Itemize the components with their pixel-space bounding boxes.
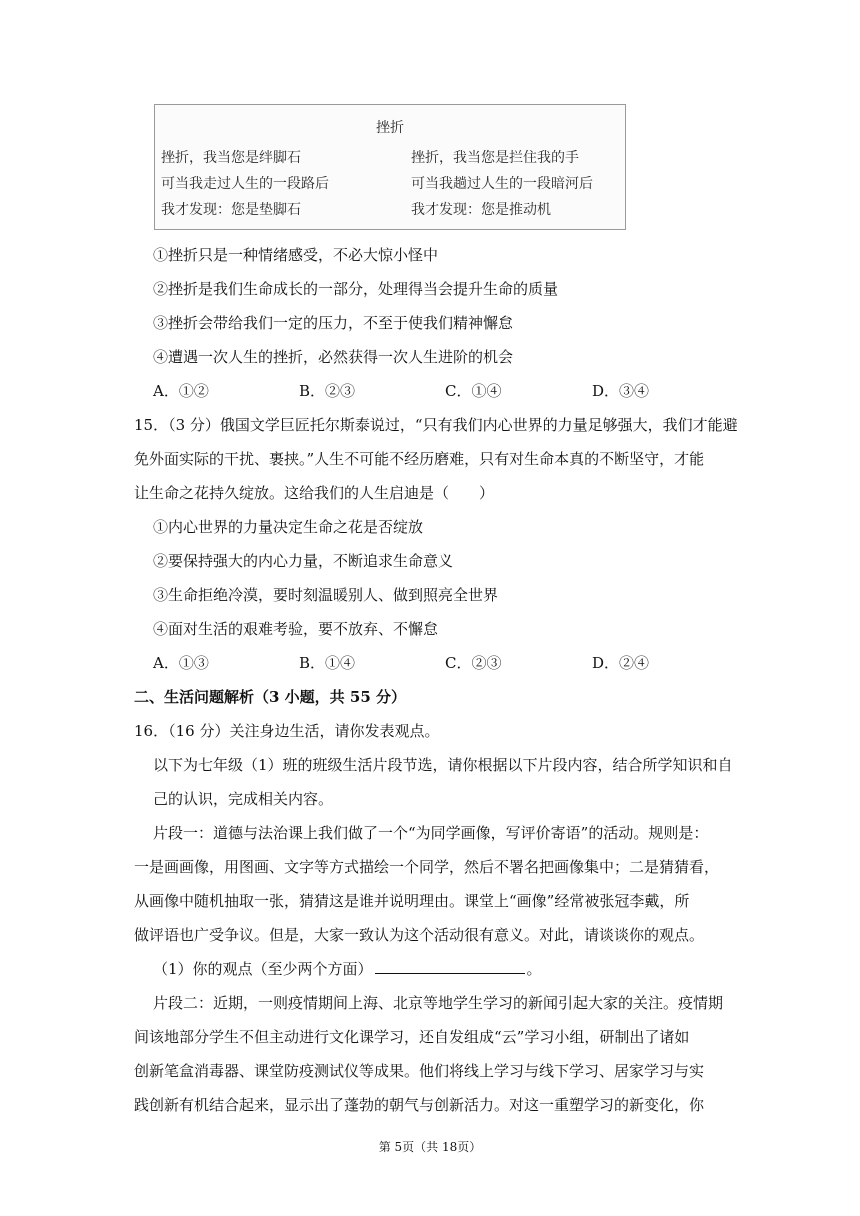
poem-line: 可当我趟过人生的一段暗河后 [411, 176, 593, 192]
q16-fragment2-line-1: 片段二：近期，一则疫情期间上海、北京等地学生学习的新闻引起大家的关注。疫情期 [153, 994, 724, 1012]
q15-option-c[interactable]: C．②③ [445, 654, 502, 672]
poem-line: 挫折，我当您是绊脚石 [161, 150, 301, 166]
q14-option-a[interactable]: A．①② [153, 382, 209, 400]
poem-line: 我才发现：您是垫脚石 [161, 202, 301, 218]
answer-blank[interactable] [375, 959, 525, 974]
q16-fragment1-line-4: 做评语也广受争议。但是，大家一致认为这个活动很有意义。对此，请谈谈你的观点。 [134, 926, 705, 944]
subquestion-prefix: （1）你的观点（至少两个方面） [153, 960, 373, 978]
q16-fragment1-line-2: 一是画画像，用图画、文字等方式描绘一个同学，然后不署名把画像集中；二是猜猜看， [134, 858, 720, 876]
q15-stem-line-1: 15．（3 分）俄国文学巨匠托尔斯泰说过，“只有我们内心世界的力量足够强大，我们才能避 [134, 416, 738, 434]
poem-title: 挫折 [376, 120, 404, 136]
poem-line: 可当我走过人生的一段路后 [161, 176, 329, 192]
q15-statement-4: ④面对生活的艰难考验，要不放弃、不懈怠 [153, 620, 439, 638]
poem-line: 我才发现：您是推动机 [411, 202, 551, 218]
q14-option-b[interactable]: B．②③ [299, 382, 356, 400]
subquestion-suffix: 。 [526, 960, 542, 978]
page-footer: 第 5页（共 18页） [378, 1140, 482, 1154]
q16-subquestion-1 [153, 959, 542, 979]
q14-statement-2: ②挫折是我们生命成长的一部分，处理得当会提升生命的质量 [153, 280, 559, 298]
q16-intro-line-1: 以下为七年级（1）班的班级生活片段节选，请你根据以下片段内容，结合所学知识和自 [153, 756, 733, 774]
poem-left-column [161, 145, 329, 223]
q14-statement-4: ④遭遇一次人生的挫折，必然获得一次人生进阶的机会 [153, 348, 514, 366]
q15-statement-1: ①内心世界的力量决定生命之花是否绽放 [153, 518, 424, 536]
q15-statement-3: ③生命拒绝冷漠，要时刻温暖别人、做到照亮全世界 [153, 586, 499, 604]
q14-option-d[interactable]: D．③④ [592, 382, 650, 400]
q14-statement-1: ①挫折只是一种情绪感受，不必大惊小怪中 [153, 246, 439, 264]
q14-statement-3: ③挫折会带给我们一定的压力，不至于使我们精神懈怠 [153, 314, 514, 332]
q16-fragment1-line-1: 片段一：道德与法治课上我们做了一个“为同学画像，写评价寄语”的活动。规则是： [153, 824, 709, 842]
q15-stem-line-2: 免外面实际的干扰、裹挟。”人生不可能不经历磨难，只有对生命本真的不断坚守，才能 [134, 450, 705, 468]
q16-fragment2-line-2: 间该地部分学生不但主动进行文化课学习，还自发组成“云”学习小组，研制出了诸如 [134, 1028, 690, 1046]
q16-fragment2-line-3: 创新笔盒消毒器、课堂防疫测试仪等成果。他们将线上学习与线下学习、居家学习与实 [134, 1062, 705, 1080]
q16-title: 16．（16 分）关注身边生活，请你发表观点。 [134, 722, 440, 740]
poem-right-column [411, 145, 593, 223]
q15-option-d[interactable]: D．②④ [592, 654, 650, 672]
poem-box [154, 104, 626, 230]
section-heading: 二、生活问题解析（3 小题，共 55 分） [134, 688, 406, 706]
q15-option-b[interactable]: B．①④ [299, 654, 356, 672]
q15-option-a[interactable]: A．①③ [153, 654, 209, 672]
q15-stem-line-3: 让生命之花持久绽放。这给我们的人生启迪是（ ） [134, 484, 495, 502]
q14-option-c[interactable]: C．①④ [445, 382, 502, 400]
q16-fragment2-line-4: 践创新有机结合起来，显示出了蓬勃的朝气与创新活力。对这一重塑学习的新变化，你 [134, 1096, 705, 1114]
q16-fragment1-line-3: 从画像中随机抽取一张，猜猜这是谁并说明理由。课堂上“画像”经常被张冠李戴，所 [134, 892, 690, 910]
q16-intro-line-2: 己的认识，完成相关内容。 [153, 790, 334, 808]
poem-line: 挫折，我当您是拦住我的手 [411, 150, 579, 166]
q15-statement-2: ②要保持强大的内心力量，不断追求生命意义 [153, 552, 454, 570]
